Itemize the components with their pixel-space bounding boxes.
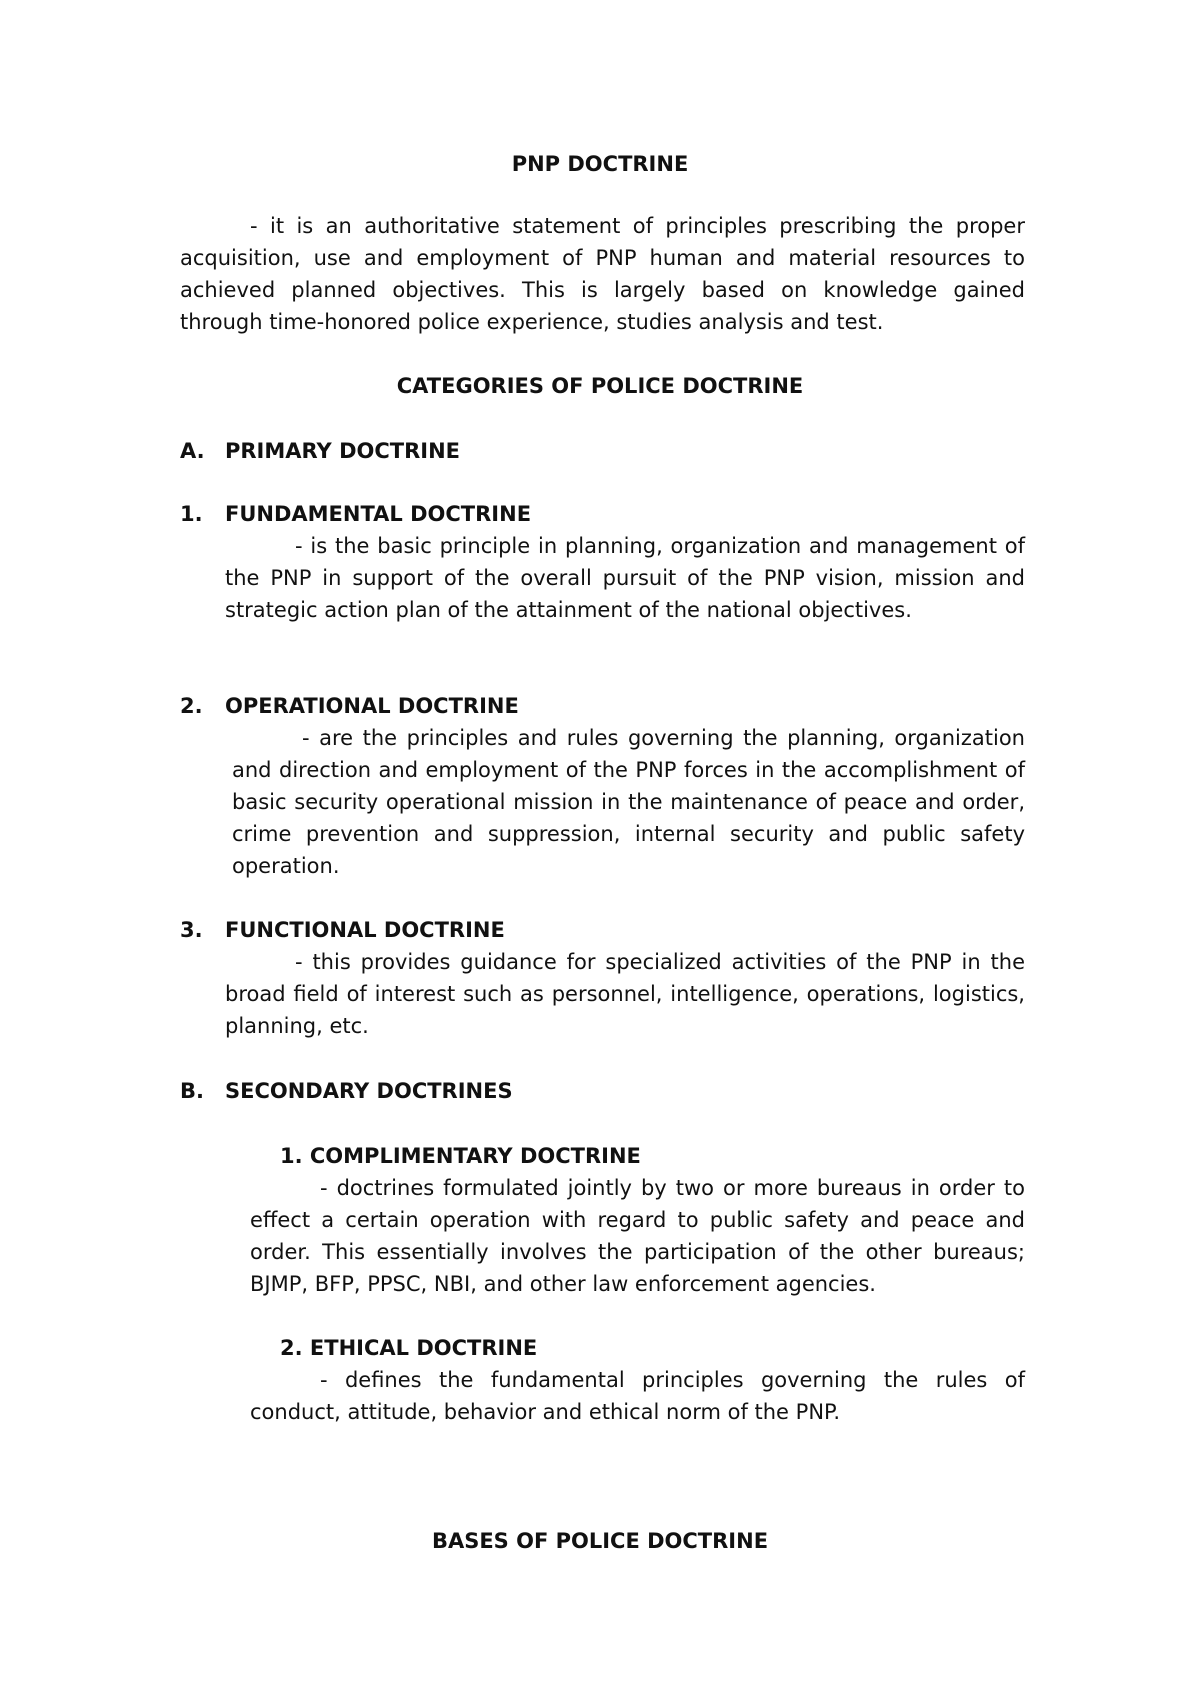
- functional-heading-text: FUNCTIONAL DOCTRINE: [225, 918, 505, 942]
- definition-paragraph: - it is an authoritative statement of principles prescribing the proper acquisition, use and employment of PNP human and material resources to achieved planned objectives. This is largely based on knowledge gained through time-honored police experience, studies analysis and test.: [180, 214, 1025, 334]
- fundamental-heading-text: FUNDAMENTAL DOCTRINE: [225, 502, 532, 526]
- functional-doctrine-text: - this provides guidance for specialized activities of the PNP in the broad field of interest such as personnel, intelligence, operations, logistics, planning, etc.: [225, 950, 1025, 1038]
- bases-heading: BASES OF POLICE DOCTRINE: [431, 1529, 769, 1553]
- fundamental-doctrine-heading: [180, 498, 531, 530]
- primary-marker: A.: [180, 439, 205, 463]
- operational-doctrine-heading: [180, 690, 519, 722]
- functional-marker: 3.: [180, 918, 203, 942]
- document-title: PNP DOCTRINE: [511, 152, 689, 176]
- ethical-doctrine-heading: 2. ETHICAL DOCTRINE: [280, 1336, 538, 1360]
- primary-heading-text: PRIMARY DOCTRINE: [225, 439, 460, 463]
- fundamental-marker: 1.: [180, 502, 203, 526]
- complimentary-doctrine-text: - doctrines formulated jointly by two or more bureaus in order to effect a certain operation with regard to public safety and peace and order. This essentially involves the participation of the other bureaus; BJMP, BFP, PPSC, NBI, and other law enforcement agencies.: [250, 1176, 1025, 1296]
- primary-doctrine-heading: [180, 435, 460, 467]
- complimentary-doctrine-heading: 1. COMPLIMENTARY DOCTRINE: [280, 1144, 641, 1168]
- categories-heading: CATEGORIES OF POLICE DOCTRINE: [396, 374, 804, 398]
- operational-marker: 2.: [180, 694, 203, 718]
- secondary-marker: B.: [180, 1079, 204, 1103]
- operational-doctrine-text: - are the principles and rules governing the planning, organization and direction and employment of the PNP forces in the accomplishment of basic security operational mission in the maintenance of peace and order, crime prevention and suppression, internal security and public safety operation.: [232, 726, 1025, 878]
- ethical-doctrine-text: - defines the fundamental principles governing the rules of conduct, attitude, behavior and ethical norm of the PNP.: [250, 1368, 1025, 1424]
- secondary-heading-text: SECONDARY DOCTRINES: [225, 1079, 513, 1103]
- functional-doctrine-heading: [180, 914, 505, 946]
- operational-heading-text: OPERATIONAL DOCTRINE: [225, 694, 519, 718]
- fundamental-doctrine-text: - is the basic principle in planning, organization and management of the PNP in support of the overall pursuit of the PNP vision, mission and strategic action plan of the attainment of the national objectives.: [225, 534, 1025, 622]
- secondary-doctrines-heading: [180, 1075, 513, 1107]
